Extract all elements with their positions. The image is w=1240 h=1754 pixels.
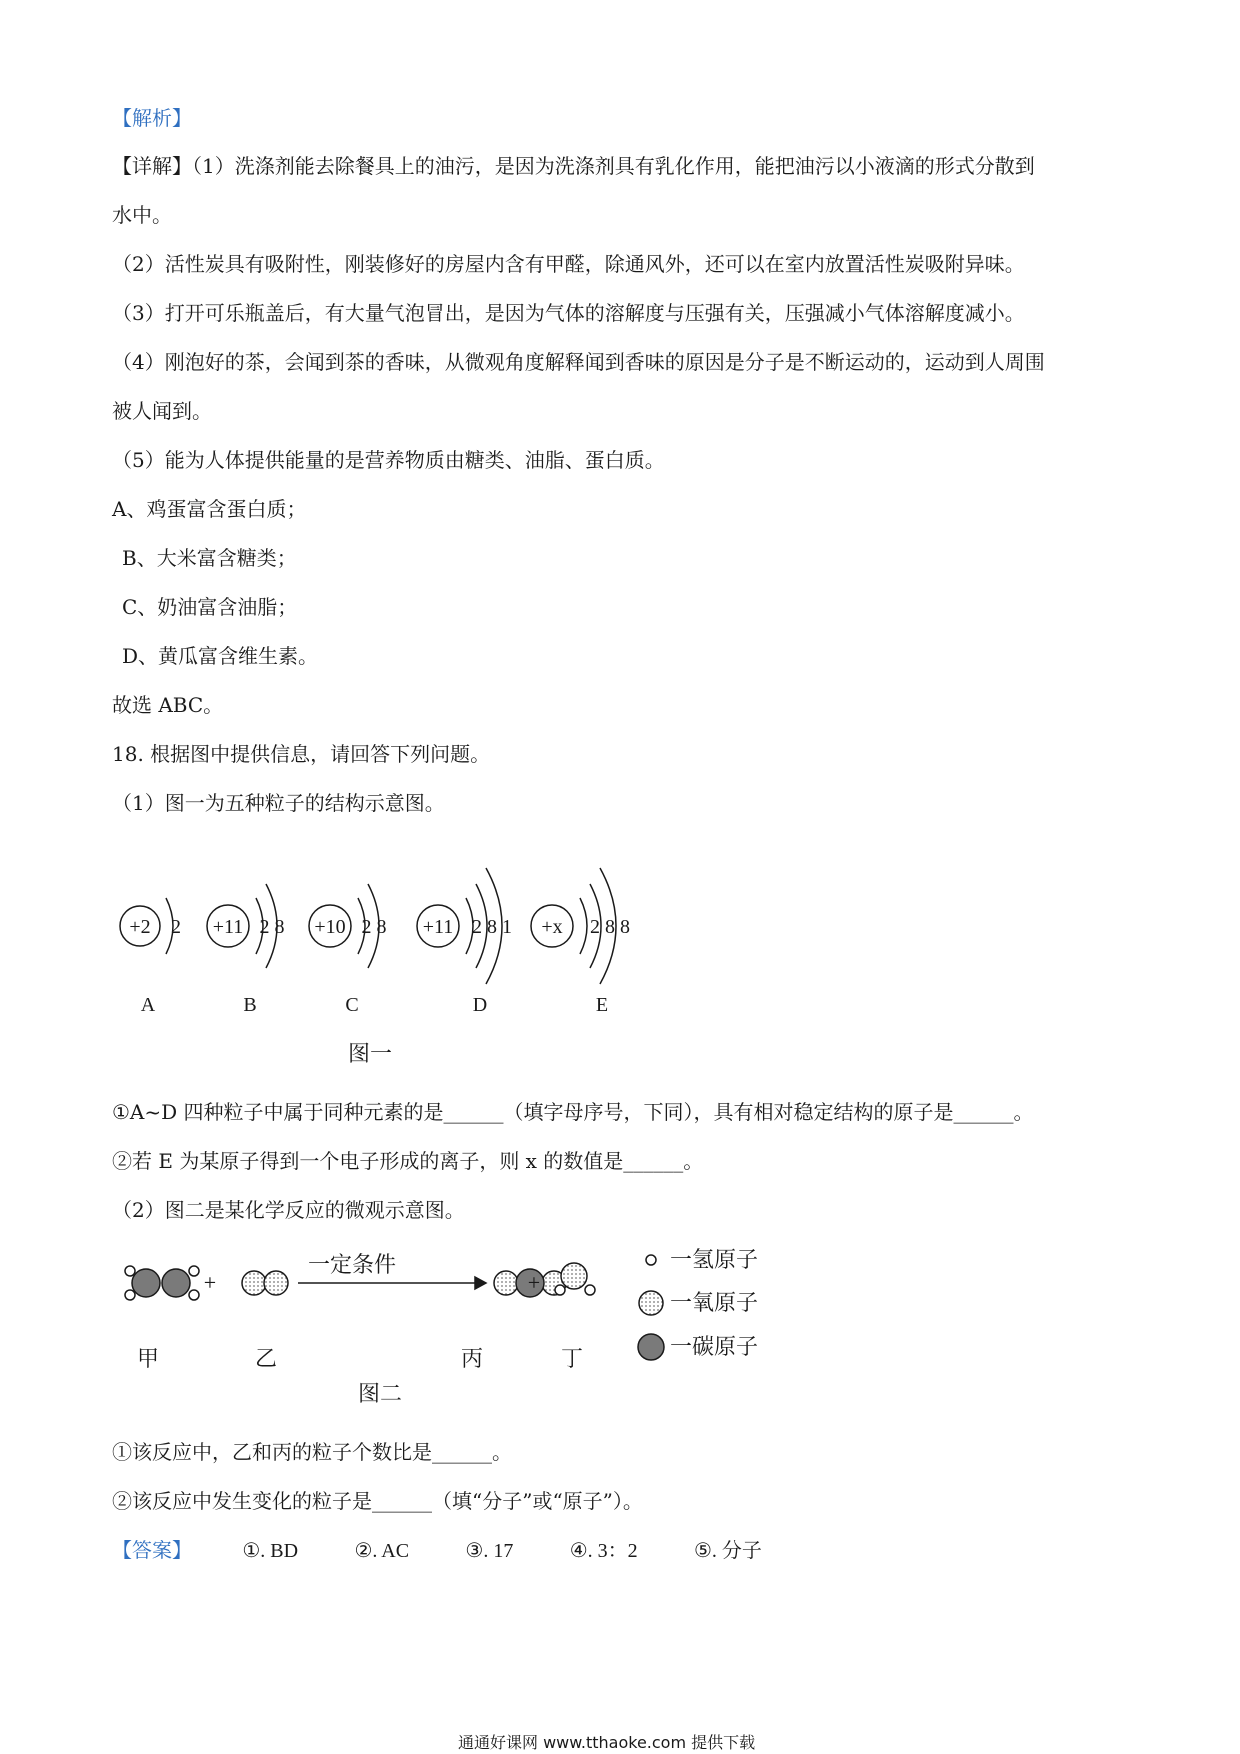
detail-p4-line1: （4）刚泡好的茶，会闻到茶的香味，从微观角度解释闻到香味的原因是分子是不断运动的，运动到人周围 — [112, 350, 1045, 374]
question-1-2: ②若 E 为某原子得到一个电子形成的离子，则 x 的数值是______。 — [112, 1149, 704, 1173]
particle-d-shell-numbers: 2 8 1 — [472, 916, 512, 938]
option-a: A、鸡蛋富含蛋白质； — [112, 497, 307, 521]
question-part1: （1）图一为五种粒子的结构示意图。 — [112, 791, 445, 815]
particle-b-shell-numbers: 2 8 — [259, 916, 285, 938]
legend-oxygen-icon — [639, 1291, 663, 1315]
reactant-2-molecule — [242, 1271, 288, 1295]
reactant-1-label: 甲 — [136, 1346, 160, 1371]
question-title: 18. 根据图中提供信息，请回答下列问题。 — [112, 742, 491, 766]
particle-a-label: A — [140, 994, 156, 1016]
detail-p4-line2: 被人闻到。 — [112, 399, 212, 423]
particle-b-nucleus-label: +11 — [212, 916, 244, 938]
reactant-2-label: 乙 — [254, 1346, 278, 1371]
plus-sign-2: + — [527, 1270, 541, 1295]
particle-e-shell-1 — [580, 898, 587, 954]
footer-source: 通通好课网 www.tthaoke.com 提供下载 — [458, 1733, 756, 1752]
particle-a-shell-numbers: 2 — [171, 916, 181, 938]
question-1-1: ①A~D 四种粒子中属于同种元素的是______（填字母序号，下同），具有相对稳定结构的原子是______。 — [112, 1100, 1034, 1124]
answer-3: ③. 17 — [465, 1540, 514, 1562]
reaction-arrow-head — [475, 1277, 486, 1289]
figure-1-caption: 图一 — [348, 1042, 393, 1067]
particle-b-label: B — [243, 994, 257, 1016]
legend-carbon-icon — [638, 1334, 664, 1360]
figure-2-caption: 图二 — [358, 1382, 403, 1407]
choice-line: 故选 ABC。 — [112, 693, 224, 717]
particle-d-nucleus-label: +11 — [422, 916, 454, 938]
plus-sign-1: + — [203, 1270, 217, 1295]
analysis-heading: 【解析】 — [112, 106, 192, 130]
detail-line-1 — [112, 154, 1035, 178]
detail-tag: 【详解】 — [112, 154, 192, 178]
legend-hydrogen-icon — [646, 1255, 656, 1265]
question-2-1: ①该反应中，乙和丙的粒子个数比是______。 — [112, 1440, 512, 1464]
reactant-1-molecule — [125, 1266, 199, 1300]
option-d: D、黄瓜富含维生素。 — [122, 644, 319, 668]
product-2-label: 丁 — [560, 1346, 584, 1371]
detail-p3: （3）打开可乐瓶盖后，有大量气泡冒出，是因为气体的溶解度与压强有关，压强减小气体溶解度减小。 — [112, 301, 1025, 325]
answer-1: ①. BD — [242, 1540, 299, 1562]
detail-p2: （2）活性炭具有吸附性，刚装修好的房屋内含有甲醛，除通风外，还可以在室内放置活性炭吸附异味。 — [112, 252, 1025, 276]
answer-row — [112, 1538, 762, 1563]
particle-e-shell-numbers: 2 8 8 — [590, 916, 630, 938]
product-1-label: 丙 — [460, 1346, 484, 1371]
legend-hydrogen-label: 一氢原子 — [670, 1247, 759, 1272]
option-c: C、奶油富含油脂； — [122, 595, 298, 619]
answer-4: ④. 3：2 — [569, 1540, 638, 1562]
particle-e-label: E — [595, 994, 609, 1016]
figure-2-diagram — [100, 1236, 860, 1406]
detail-p1-text: （1）洗涤剂能去除餐具上的油污，是因为洗涤剂具有乳化作用，能把油污以小液滴的形式分散到 — [192, 154, 1035, 178]
answer-5: ⑤. 分子 — [694, 1540, 762, 1562]
detail-p5: （5）能为人体提供能量的是营养物质由糖类、油脂、蛋白质。 — [112, 448, 665, 472]
particle-c-nucleus-label: +10 — [314, 916, 346, 938]
product-2-molecule — [555, 1263, 595, 1295]
question-2-2: ②该反应中发生变化的粒子是______（填“分子”或“原子”）。 — [112, 1489, 643, 1513]
legend-carbon-label: 一碳原子 — [670, 1334, 759, 1359]
answer-2: ②. AC — [354, 1540, 410, 1562]
particle-c-shell-numbers: 2 8 — [361, 916, 387, 938]
reaction-condition: 一定条件 — [307, 1252, 397, 1277]
question-part2: （2）图二是某化学反应的微观示意图。 — [112, 1198, 465, 1222]
particle-d-label: D — [472, 994, 488, 1016]
detail-line-2: 水中。 — [112, 203, 172, 227]
option-b: B、大米富含糖类； — [122, 546, 297, 570]
particle-a-nucleus-label: +2 — [129, 916, 151, 938]
particle-c-label: C — [345, 994, 359, 1016]
answer-tag: 【答案】 — [112, 1538, 192, 1562]
particle-e-nucleus-label: +x — [541, 916, 563, 938]
legend-oxygen-label: 一氧原子 — [670, 1290, 759, 1315]
